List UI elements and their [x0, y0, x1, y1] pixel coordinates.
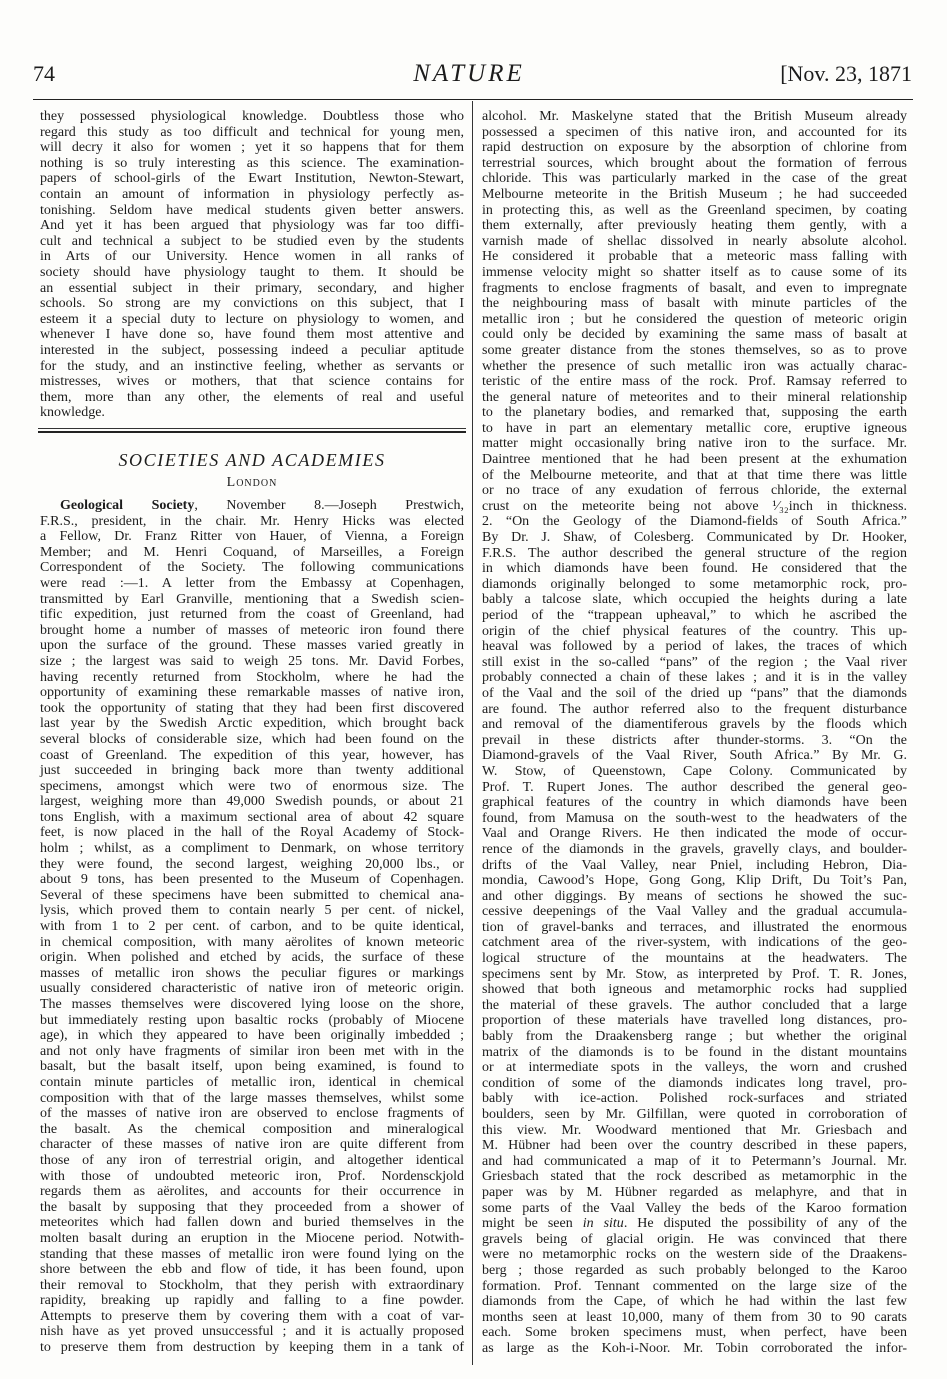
text-line: Griesbach stated that the rock described as metamorphic in the: [482, 1169, 907, 1185]
text-line: in chemical composition, with many aërolites of known meteoric: [40, 934, 464, 950]
text-line: metallic iron ; but he considered the question of meteoric origin: [482, 311, 907, 327]
text-line: Geological Society, November 8.—Joseph Prestwich,: [60, 498, 464, 513]
text-line: as large as the Koh-i-Noor. Mr. Tobin corroborated the infor-: [482, 1340, 907, 1356]
text-line: tons English, with a maximum sectional area of about 42 square: [40, 809, 464, 825]
text-line: are found. The author referred also to the frequent disturbance: [482, 701, 907, 717]
text-line: to have in part an elementary metallic core, eruptive igneous: [482, 420, 907, 436]
text-line: varnish made of shellac dissolved in nearly absolute alcohol.: [482, 233, 907, 249]
text-line: and had communicated a map of it to Petermann’s Journal. Mr.: [482, 1153, 907, 1169]
bold-run: Geological Society: [60, 498, 195, 513]
text-line: were no metamorphic rocks on the western side of the Draakens-: [482, 1247, 907, 1263]
text-line: brought home a number of masses of meteoric iron found there: [40, 622, 464, 638]
text-line: the basalt. As the chemical composition and mineralogical: [40, 1121, 464, 1137]
text-line: about 9 tons, has been presented to the Museum of Copenhagen.: [40, 872, 464, 888]
text-line: alcohol. Mr. Maskelyne stated that the British Museum already: [482, 109, 907, 124]
text-line: in protecting this, as well as the Greenland specimen, by coating: [482, 202, 907, 218]
text-line: with from 1 to 2 per cent. of carbon, and to be quite identical,: [40, 919, 464, 935]
text-line: nish have as yet proved unsuccessful ; and it is actually proposed: [40, 1324, 464, 1340]
text-line: M. Hübner had been over the country described in these papers,: [482, 1138, 907, 1154]
text-line: each. Some broken specimens must, when perfect, have been: [482, 1325, 907, 1341]
text-line: society should have physiology taught to them. It should be: [40, 264, 464, 280]
text-line: Attempts to preserve them by covering them with a coat of var-: [40, 1308, 464, 1324]
text-line: some parts of the Vaal Valley the beds of the Karoo formation: [482, 1200, 907, 1216]
text-line: those of any iron of terrestrial origin, and altogether identical: [40, 1152, 464, 1168]
text-line: mistresses, wives or mothers, that that science contains for: [40, 374, 464, 390]
text-line: rence of the diamonds in the gravels, gravelly clays, and boulder-: [482, 841, 907, 857]
text-line: found, from Mamusa on the south-west to the headwaters of the: [482, 810, 907, 826]
text-line: whenever I have done so, have found them most attentive and: [40, 327, 464, 343]
text-line: tonishing. Seldom have medical students given better answers.: [40, 202, 464, 218]
text-line: the neighbouring mass of basalt with minute particles of the: [482, 296, 907, 312]
text-line: boulders, seen by Mr. Gilfillan, were quoted in corroboration of: [482, 1107, 907, 1122]
text-line: bably from the Draakensberg range ; but whether the original: [482, 1029, 907, 1045]
text-line: size ; the largest was said to weigh 25 tons. Mr. David Forbes,: [40, 653, 464, 669]
text-line: F.R.S., president, in the chair. Mr. Henry Hicks was elected: [40, 513, 464, 529]
text-line: several blocks of considerable size, which had been found on the: [40, 731, 464, 747]
text-line: cessive deepenings of the Vaal Valley and the gradual accumula-: [482, 904, 907, 920]
text-line: Vaal and Orange Rivers. He then indicated the mode of occur-: [482, 826, 907, 842]
text-line: regards them as aërolites, and accounts for their occurrence in: [40, 1184, 464, 1200]
text-line: knowledge.: [40, 405, 105, 421]
text-line: bably with ice-action. Polished rock-surfaces and striated: [482, 1091, 907, 1107]
text-line: upon the surface of the ground. These masses varied greatly in: [40, 638, 464, 654]
text-line: or at intermediate spots in the valleys, the worn and crushed: [482, 1060, 907, 1076]
text-line: and other diggings. By means of sections he showed the suc-: [482, 888, 907, 904]
text-line: esteem it a special duty to lecture on physiology to women, and: [40, 311, 464, 327]
text-line: in which diamonds have been found. He considered that the: [482, 561, 907, 577]
text-line: of the Vaal and the soil of the dried up “pans” that the diamonds: [482, 685, 907, 701]
text-line: rapid destruction on exposure by the absorption of chlorine from: [482, 140, 907, 156]
text-line: basalt, but the basalt itself, upon being examined, is found to: [40, 1059, 464, 1075]
text-line: cult and technical a subject to be studied even by the students: [40, 233, 464, 249]
text-line: W. Stow, of Queenstown, Cape Colony. Communicated by: [482, 763, 907, 779]
text-line: them, more than any other, the elements of real and useful: [40, 389, 464, 405]
text-line: interested in the subject, possessing indeed a peculiar aptitude: [40, 342, 464, 358]
text-line: Member; and M. Henri Coquand, of Marseilles, a Foreign: [40, 544, 464, 560]
text-line: Melbourne meteorite in the British Museum ; he had succeeded: [482, 186, 907, 202]
text-line: origin of the chief physical features of the country. This up-: [482, 623, 907, 639]
text-line: catchment area of the river-system, with indications of the geo-: [482, 935, 907, 951]
text-line: F.R.S. The author described the general structure of the region: [482, 545, 907, 561]
italic-run: in situ: [582, 1216, 624, 1232]
text-line: mondia, Cawood’s Hope, Gong Gong, Klip Drift, Du Toit’s Pan,: [482, 873, 907, 889]
text-line: were read :—1. A letter from the Embassy at Copenhagen,: [40, 575, 464, 591]
text-line: bably a talcose slate, which occupied the heights during a late: [482, 592, 907, 608]
text-line: Several of these specimens have been submitted to chemical ana-: [40, 887, 464, 903]
text-line: months seen at least 10,000, many of them from 30 to 90 carats: [482, 1309, 907, 1325]
text-line: diamonds originally belonged to some metamorphic rock, pro-: [482, 576, 907, 592]
text-line: rapidity, breaking up rapidly and falling to a fine powder.: [40, 1293, 464, 1309]
text-line: shore between the ebb and flow of tide, it has been found, upon: [40, 1262, 464, 1278]
text-line: standing that these masses of metallic iron were found lying on the: [40, 1246, 464, 1262]
text-line: whether the presence of such metallic iron was actually charac-: [482, 358, 907, 374]
text-line: logical structure of the mountains at the headwaters. The: [482, 951, 907, 967]
text-line: The masses themselves were discovered lying loose on the shore,: [40, 997, 464, 1012]
text-line: to the planetary bodies, and remarked that, supposing the earth: [482, 405, 907, 421]
text-line: largest, weighing more than 49,000 Swedish pounds, or about 21: [40, 794, 464, 810]
continued-paragraph: [40, 109, 464, 421]
text-line: condition of some of the diamonds indicates long travel, pro-: [482, 1075, 907, 1091]
text-line: fragments to enclose fragments of basalt, and even to impregnate: [482, 280, 907, 296]
text-line: tific expedition, just returned from the coast of Greenland, had: [40, 607, 464, 623]
text-line: formation. Prof. Tennant commented on the large size of the: [482, 1278, 907, 1294]
text-line: 2. “On the Geology of the Diamond-fields of South Africa.”: [482, 514, 907, 530]
text-line: they were found, the second largest, weighing 20,000 lbs., or: [40, 856, 464, 872]
text-line: period of the “trappean upheaval,” to which he ascribed the: [482, 608, 907, 623]
text-line: specimens, amongst which were two of enormous size. The: [40, 778, 464, 794]
text-line: gravels being of glacial origin. He was convinced that there: [482, 1231, 907, 1247]
text-line: the basalt by supposing that they proceeded from a shower of: [40, 1199, 464, 1215]
text-line: terrestrial sources, which brought about the formation of ferrous: [482, 155, 907, 171]
text-line: some greater distance from the stones themselves, so as to prove: [482, 342, 907, 358]
text-line: last year by the Swedish Arctic expedition, which brought back: [40, 716, 464, 732]
text-line: this view. Mr. Woodward mentioned that Mr. Griesbach and: [482, 1122, 907, 1138]
text-line: of the masses of native iron are observed to enclose fragments of: [40, 1106, 464, 1122]
text-line: nothing is so truly interesting as this science. The examination-: [40, 155, 464, 171]
text-line: possessed a specimen of this native iron, and accounted for its: [482, 124, 907, 140]
text-line: them externally, after previously heating them gently, with a: [482, 218, 907, 234]
issue-date: [Nov. 23, 1871: [780, 61, 912, 86]
text-line: they possessed physiological knowledge. Doubtless those who: [40, 109, 464, 124]
text-line: and not only have fragments of similar iron been met with in the: [40, 1043, 464, 1059]
text-line: or no trace of any exudation of ferrous chloride, the external: [482, 483, 907, 499]
text-line: Correspondent of the Society. The following communications: [40, 560, 464, 576]
text-line: And yet it has been argued that physiology was far too diffi-: [40, 218, 464, 234]
section-divider: [38, 428, 466, 433]
text-line: papers of school-girls of the Ewart Institution, Newton-Stewart,: [40, 171, 464, 187]
section-heading: SOCIETIES AND ACADEMIES: [118, 450, 386, 470]
text-line: chloride. This was particularly marked in the case of the great: [482, 171, 907, 187]
text-line: for the study, and an instinctive feeling, whether as servants or: [40, 358, 464, 374]
text-line: berg ; those regarded as such probably belonged to the Karoo: [482, 1262, 907, 1278]
text-line: feet, is now placed in the hall of the Royal Academy of Stock-: [40, 825, 464, 841]
text-line: proportion of these materials have travelled long distances, pro-: [482, 1013, 907, 1029]
text-line: their removal to Stockholm, that they perish with extraordinary: [40, 1277, 464, 1293]
text-line: masses of metallic iron shows the peculiar figures or markings: [40, 965, 464, 981]
text-line: opportunity of examining these remarkable masses of native iron,: [40, 685, 464, 701]
text-line: probably connected a chain of these lakes ; and it is in the valley: [482, 670, 907, 686]
text-line: origin. When polished and etched by acids, the surface of these: [40, 950, 464, 966]
text-line: will decry it also for women ; yet it so happens that for them: [40, 140, 464, 156]
text-line: showed that both igneous and metamorphic rocks had supplied: [482, 982, 907, 998]
text-line: usually considered characteristic of native iron of meteoric origin.: [40, 981, 464, 997]
text-line: to preserve them from destruction by keeping them in a tank of: [40, 1340, 464, 1356]
text-line: lysis, which proved them to contain nearly 5 per cent. of nickel,: [40, 903, 464, 919]
text-line: might be seen in situ. He disputed the possibility of any of the: [482, 1216, 908, 1232]
text-line: contain an amount of information in physiology perfectly as-: [40, 186, 464, 202]
text-line: immense velocity might so shatter itself as to cause some of its: [482, 264, 907, 280]
text-line: in Arts of our University. Hence women in all ranks of: [40, 249, 464, 265]
text-line: took the opportunity of stating that they had been first discovered: [40, 700, 464, 716]
text-line: could only be decided by examining the same mass of basalt at: [482, 327, 907, 343]
text-line: molten basalt during an eruption in the Miocene period. Notwith-: [40, 1230, 464, 1246]
text-line: drifts of the Vaal Valley, near Pniel, including Hebron, Dia-: [482, 857, 907, 873]
text-line: paper was by M. Hübner regarded as melaphyre, and that in: [482, 1184, 907, 1200]
text-line: By Dr. J. Shaw, of Colesberg. Communicated by Dr. Hooker,: [482, 530, 907, 546]
text-line: schools. So strong are my convictions on this subject, that I: [40, 296, 464, 312]
text-line: having recently returned from Stockholm, where he had the: [40, 669, 464, 685]
text-line: the material of these gravels. The author concluded that a large: [482, 997, 907, 1013]
text-line: composition with that of the large masses themselves, whilst some: [40, 1090, 464, 1106]
text-line: diamonds from the Cape, of which he had within the last few: [482, 1294, 907, 1310]
header-rule: [33, 99, 913, 100]
text-line: and removal of the diamentiferous gravels by the floods which: [482, 717, 907, 733]
text-line: holm ; whilst, as a compliment to Denmark, on whose territory: [40, 841, 464, 857]
text-line: crust on the meteorite being not above ¹⁄₃₂inch in thickness.: [482, 498, 907, 514]
text-line: Diamond-gravels of the Vaal River, South Africa.” By Mr. G.: [482, 748, 907, 764]
text-line: Daintree mentioned that he had been present at the exhumation: [482, 452, 907, 468]
text-line: matrix of the diamonds is to be found in the distant mountains: [482, 1044, 907, 1060]
text-line: age), in which they appeared to have been originally imbedded ;: [40, 1028, 464, 1044]
text-line: He considered it probable that a meteoric mass falling with: [482, 249, 907, 265]
text-line: Prof. T. Rupert Jones. The author described the general geo-: [482, 779, 907, 795]
text-line: still exist in the so-called “pans” of the region ; the Vaal river: [482, 654, 907, 670]
text-line: a Fellow, Dr. Franz Ritter von Hauer, of Vienna, a Foreign: [40, 529, 464, 545]
text-line: an essential subject in their primary, secondary, and higher: [40, 280, 464, 296]
text-line: character of these masses of native iron are quite different from: [40, 1137, 464, 1153]
geological-society-report: [40, 498, 464, 1356]
text-line: heaval was followed by a period of lakes, the traces of which: [482, 639, 907, 655]
text-line: of the Melbourne meteorite, and that at that time there was little: [482, 467, 907, 483]
column-divider: [472, 101, 473, 1365]
text-line: meteorites which had fallen down and buried themselves in the: [40, 1215, 464, 1231]
text-line: coast of Greenland. The expedition of this year, however, has: [40, 747, 464, 763]
section-subheading: London: [226, 475, 278, 490]
text-line: with those of undoubted meteoric iron, Prof. Nordensckjold: [40, 1168, 464, 1184]
text-line: specimens sent by Mr. Stow, as interpreted by Prof. T. R. Jones,: [482, 966, 907, 982]
text-line: the general nature of meteorites and to their mineral relationship: [482, 389, 907, 405]
text-line: graphical features of the country in which diamonds have been: [482, 795, 907, 811]
text-line: matter might occasionally bring native iron to the surface. Mr.: [482, 436, 907, 452]
text-line: prevail in these districts after thunder-storms. 3. “On the: [482, 732, 907, 748]
text-line: but immediately resting upon basaltic rocks (probably of Miocene: [40, 1012, 464, 1028]
text-line: contain minute particles of metallic iron, identical in chemical: [40, 1074, 464, 1090]
text-line: transmitted by Earl Granville, mentioning that a Swedish scien-: [40, 591, 464, 607]
text-line: regard this study as too difficult and technical for young men,: [40, 124, 464, 140]
text-line: tion of gravel-banks and terraces, and illustrated the enormous: [482, 919, 907, 935]
text-line: teristic of the entire mass of the rock. Prof. Ramsay referred to: [482, 374, 907, 390]
right-column-text: [482, 109, 907, 1357]
page-number: 74: [33, 61, 55, 86]
text-line: just succeeded in bringing back more than twenty additional: [40, 763, 464, 779]
journal-title: NATURE: [413, 60, 525, 87]
